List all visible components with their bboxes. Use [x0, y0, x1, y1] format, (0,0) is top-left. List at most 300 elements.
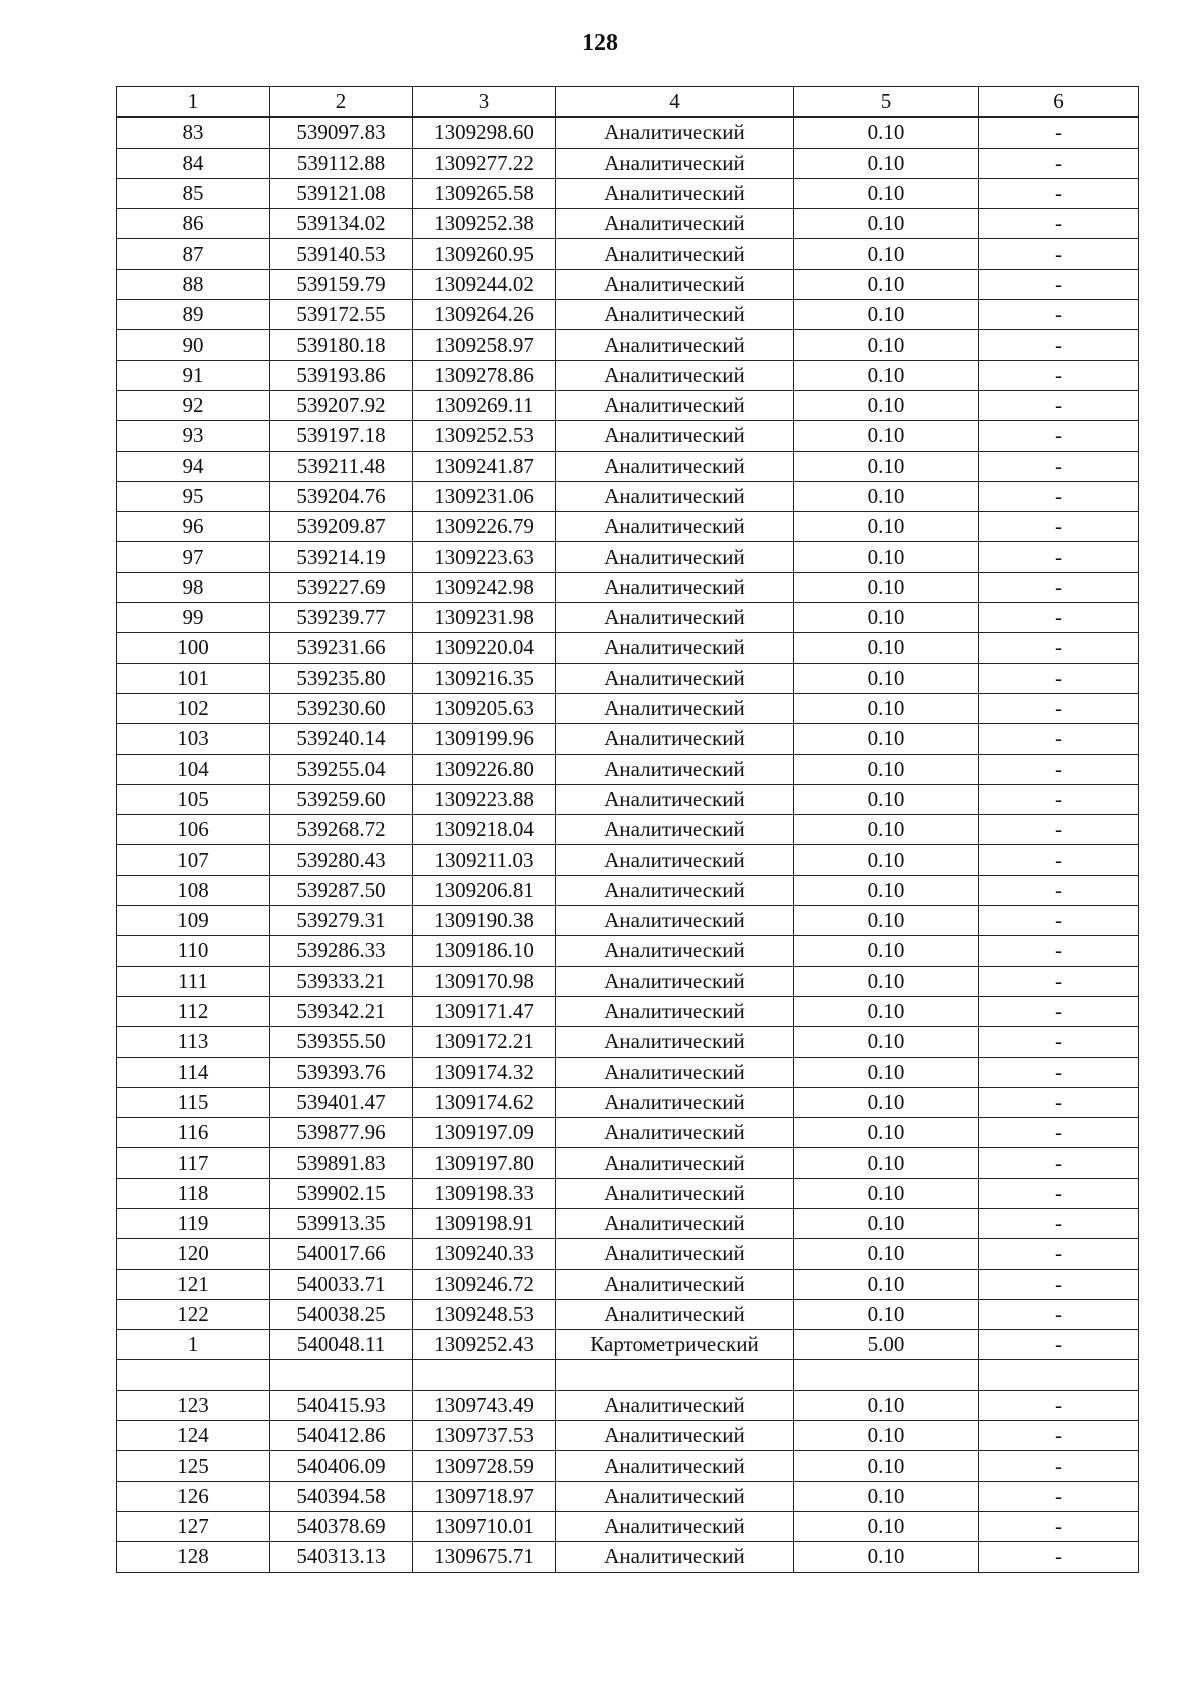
- table-row: [117, 1027, 1139, 1057]
- y-coordinate-cell: 1309199.96: [413, 724, 556, 754]
- table-row: [117, 512, 1139, 542]
- table-row: [117, 906, 1139, 936]
- x-coordinate-cell: 539239.77: [270, 603, 413, 633]
- y-coordinate-cell: 1309244.02: [413, 269, 556, 299]
- table-row: [117, 815, 1139, 845]
- method-cell: Аналитический: [556, 1148, 794, 1178]
- method-cell: Аналитический: [556, 724, 794, 754]
- table-row: [117, 1118, 1139, 1148]
- x-coordinate-cell: 539197.18: [270, 421, 413, 451]
- note-cell: -: [979, 300, 1139, 330]
- column-header-3: 3: [413, 87, 556, 118]
- y-coordinate-cell: 1309190.38: [413, 906, 556, 936]
- table-row: [117, 996, 1139, 1026]
- method-cell: Аналитический: [556, 1118, 794, 1148]
- note-cell: -: [979, 633, 1139, 663]
- note-cell: -: [979, 1421, 1139, 1451]
- table-row: [117, 1330, 1139, 1360]
- accuracy-cell: [794, 1360, 979, 1390]
- point-number-cell: 123: [117, 1390, 270, 1420]
- table-row: [117, 269, 1139, 299]
- accuracy-cell: 0.10: [794, 845, 979, 875]
- point-number-cell: 112: [117, 996, 270, 1026]
- note-cell: -: [979, 1239, 1139, 1269]
- coordinates-table: [116, 86, 1139, 1573]
- method-cell: Аналитический: [556, 603, 794, 633]
- x-coordinate-cell: 539393.76: [270, 1057, 413, 1087]
- note-cell: -: [979, 754, 1139, 784]
- x-coordinate-cell: 539286.33: [270, 936, 413, 966]
- column-header-6: 6: [979, 87, 1139, 118]
- x-coordinate-cell: 539211.48: [270, 451, 413, 481]
- x-coordinate-cell: 539112.88: [270, 148, 413, 178]
- y-coordinate-cell: 1309248.53: [413, 1299, 556, 1329]
- accuracy-cell: 0.10: [794, 451, 979, 481]
- table-row: [117, 1511, 1139, 1541]
- point-number-cell: 100: [117, 633, 270, 663]
- table-row: [117, 845, 1139, 875]
- method-cell: Аналитический: [556, 1027, 794, 1057]
- x-coordinate-cell: 540048.11: [270, 1330, 413, 1360]
- method-cell: Аналитический: [556, 966, 794, 996]
- x-coordinate-cell: 539209.87: [270, 512, 413, 542]
- table-row: [117, 360, 1139, 390]
- table-row: [117, 1269, 1139, 1299]
- x-coordinate-cell: 539227.69: [270, 572, 413, 602]
- note-cell: -: [979, 815, 1139, 845]
- note-cell: -: [979, 360, 1139, 390]
- point-number-cell: 118: [117, 1178, 270, 1208]
- accuracy-cell: 0.10: [794, 390, 979, 420]
- accuracy-cell: 0.10: [794, 481, 979, 511]
- accuracy-cell: 0.10: [794, 1148, 979, 1178]
- y-coordinate-cell: 1309198.33: [413, 1178, 556, 1208]
- x-coordinate-cell: 539159.79: [270, 269, 413, 299]
- point-number-cell: 105: [117, 784, 270, 814]
- point-number-cell: 95: [117, 481, 270, 511]
- point-number-cell: 97: [117, 542, 270, 572]
- table-row: [117, 117, 1139, 148]
- accuracy-cell: 0.10: [794, 1421, 979, 1451]
- note-cell: -: [979, 1087, 1139, 1117]
- x-coordinate-cell: 539204.76: [270, 481, 413, 511]
- note-cell: -: [979, 269, 1139, 299]
- y-coordinate-cell: 1309710.01: [413, 1511, 556, 1541]
- column-header-4: 4: [556, 87, 794, 118]
- point-number-cell: 110: [117, 936, 270, 966]
- y-coordinate-cell: 1309298.60: [413, 117, 556, 148]
- note-cell: -: [979, 875, 1139, 905]
- x-coordinate-cell: 540394.58: [270, 1481, 413, 1511]
- table-header: [117, 87, 1139, 118]
- table-row: [117, 1451, 1139, 1481]
- method-cell: Аналитический: [556, 996, 794, 1026]
- accuracy-cell: 0.10: [794, 209, 979, 239]
- accuracy-cell: 0.10: [794, 754, 979, 784]
- x-coordinate-cell: 539259.60: [270, 784, 413, 814]
- table-row: [117, 1239, 1139, 1269]
- y-coordinate-cell: 1309226.80: [413, 754, 556, 784]
- note-cell: -: [979, 1299, 1139, 1329]
- y-coordinate-cell: 1309197.09: [413, 1118, 556, 1148]
- method-cell: Аналитический: [556, 693, 794, 723]
- x-coordinate-cell: 539280.43: [270, 845, 413, 875]
- method-cell: Аналитический: [556, 1481, 794, 1511]
- point-number-cell: 85: [117, 178, 270, 208]
- method-cell: Аналитический: [556, 663, 794, 693]
- accuracy-cell: 0.10: [794, 300, 979, 330]
- table-row: [117, 239, 1139, 269]
- table-row: [117, 300, 1139, 330]
- accuracy-cell: 0.10: [794, 1542, 979, 1572]
- y-coordinate-cell: 1309252.43: [413, 1330, 556, 1360]
- x-coordinate-cell: 539180.18: [270, 330, 413, 360]
- x-coordinate-cell: 539891.83: [270, 1148, 413, 1178]
- method-cell: Аналитический: [556, 330, 794, 360]
- method-cell: Аналитический: [556, 117, 794, 148]
- y-coordinate-cell: 1309174.32: [413, 1057, 556, 1087]
- method-cell: Аналитический: [556, 481, 794, 511]
- y-coordinate-cell: 1309240.33: [413, 1239, 556, 1269]
- table-row: [117, 875, 1139, 905]
- table-row: [117, 1481, 1139, 1511]
- y-coordinate-cell: 1309278.86: [413, 360, 556, 390]
- method-cell: Аналитический: [556, 875, 794, 905]
- note-cell: -: [979, 481, 1139, 511]
- table-row: [117, 148, 1139, 178]
- accuracy-cell: 0.10: [794, 330, 979, 360]
- accuracy-cell: 0.10: [794, 1511, 979, 1541]
- x-coordinate-cell: 539355.50: [270, 1027, 413, 1057]
- method-cell: Аналитический: [556, 1057, 794, 1087]
- point-number-cell: [117, 1360, 270, 1390]
- x-coordinate-cell: 539097.83: [270, 117, 413, 148]
- point-number-cell: 121: [117, 1269, 270, 1299]
- y-coordinate-cell: 1309246.72: [413, 1269, 556, 1299]
- accuracy-cell: 0.10: [794, 633, 979, 663]
- table-row: [117, 1421, 1139, 1451]
- table-row: [117, 542, 1139, 572]
- table-row: [117, 1390, 1139, 1420]
- table-row: [117, 603, 1139, 633]
- note-cell: -: [979, 966, 1139, 996]
- table-row: [117, 1299, 1139, 1329]
- note-cell: -: [979, 117, 1139, 148]
- y-coordinate-cell: 1309226.79: [413, 512, 556, 542]
- accuracy-cell: 0.10: [794, 1390, 979, 1420]
- y-coordinate-cell: 1309205.63: [413, 693, 556, 723]
- accuracy-cell: 0.10: [794, 784, 979, 814]
- x-coordinate-cell: 539333.21: [270, 966, 413, 996]
- note-cell: -: [979, 693, 1139, 723]
- method-cell: Аналитический: [556, 784, 794, 814]
- method-cell: Аналитический: [556, 421, 794, 451]
- note-cell: -: [979, 421, 1139, 451]
- note-cell: -: [979, 1148, 1139, 1178]
- point-number-cell: 127: [117, 1511, 270, 1541]
- method-cell: Аналитический: [556, 633, 794, 663]
- point-number-cell: 89: [117, 300, 270, 330]
- accuracy-cell: 0.10: [794, 1239, 979, 1269]
- point-number-cell: 87: [117, 239, 270, 269]
- point-number-cell: 98: [117, 572, 270, 602]
- method-cell: Аналитический: [556, 815, 794, 845]
- x-coordinate-cell: 540033.71: [270, 1269, 413, 1299]
- point-number-cell: 96: [117, 512, 270, 542]
- x-coordinate-cell: 539172.55: [270, 300, 413, 330]
- x-coordinate-cell: 539207.92: [270, 390, 413, 420]
- accuracy-cell: 0.10: [794, 421, 979, 451]
- method-cell: Аналитический: [556, 1239, 794, 1269]
- note-cell: -: [979, 1511, 1139, 1541]
- note-cell: -: [979, 936, 1139, 966]
- header-row: [117, 87, 1139, 118]
- y-coordinate-cell: 1309186.10: [413, 936, 556, 966]
- table-row: [117, 481, 1139, 511]
- method-cell: Аналитический: [556, 451, 794, 481]
- note-cell: -: [979, 906, 1139, 936]
- y-coordinate-cell: 1309170.98: [413, 966, 556, 996]
- y-coordinate-cell: 1309265.58: [413, 178, 556, 208]
- accuracy-cell: 0.10: [794, 815, 979, 845]
- table-row: [117, 1542, 1139, 1572]
- table-row: [117, 693, 1139, 723]
- accuracy-cell: 0.10: [794, 360, 979, 390]
- point-number-cell: 106: [117, 815, 270, 845]
- x-coordinate-cell: 539401.47: [270, 1087, 413, 1117]
- point-number-cell: 91: [117, 360, 270, 390]
- table-row: [117, 572, 1139, 602]
- point-number-cell: 109: [117, 906, 270, 936]
- point-number-cell: 122: [117, 1299, 270, 1329]
- table-row: [117, 330, 1139, 360]
- note-cell: -: [979, 1027, 1139, 1057]
- point-number-cell: 107: [117, 845, 270, 875]
- y-coordinate-cell: [413, 1360, 556, 1390]
- y-coordinate-cell: 1309728.59: [413, 1451, 556, 1481]
- accuracy-cell: 0.10: [794, 724, 979, 754]
- accuracy-cell: 0.10: [794, 1027, 979, 1057]
- accuracy-cell: 0.10: [794, 542, 979, 572]
- method-cell: Аналитический: [556, 1208, 794, 1238]
- x-coordinate-cell: 540038.25: [270, 1299, 413, 1329]
- method-cell: Аналитический: [556, 300, 794, 330]
- y-coordinate-cell: 1309174.62: [413, 1087, 556, 1117]
- method-cell: [556, 1360, 794, 1390]
- y-coordinate-cell: 1309206.81: [413, 875, 556, 905]
- table-row: [117, 633, 1139, 663]
- note-cell: -: [979, 178, 1139, 208]
- page-number: 128: [582, 30, 618, 56]
- x-coordinate-cell: 539231.66: [270, 633, 413, 663]
- point-number-cell: 114: [117, 1057, 270, 1087]
- point-number-cell: 92: [117, 390, 270, 420]
- method-cell: Аналитический: [556, 209, 794, 239]
- note-cell: -: [979, 1118, 1139, 1148]
- table-row: [117, 966, 1139, 996]
- y-coordinate-cell: 1309252.53: [413, 421, 556, 451]
- x-coordinate-cell: 539255.04: [270, 754, 413, 784]
- x-coordinate-cell: 540378.69: [270, 1511, 413, 1541]
- note-cell: -: [979, 1178, 1139, 1208]
- x-coordinate-cell: 539240.14: [270, 724, 413, 754]
- point-number-cell: 84: [117, 148, 270, 178]
- method-cell: Аналитический: [556, 178, 794, 208]
- accuracy-cell: 0.10: [794, 663, 979, 693]
- method-cell: Аналитический: [556, 269, 794, 299]
- column-header-2: 2: [270, 87, 413, 118]
- note-cell: -: [979, 1330, 1139, 1360]
- y-coordinate-cell: 1309675.71: [413, 1542, 556, 1572]
- point-number-cell: 128: [117, 1542, 270, 1572]
- accuracy-cell: 0.10: [794, 603, 979, 633]
- point-number-cell: 88: [117, 269, 270, 299]
- x-coordinate-cell: 540017.66: [270, 1239, 413, 1269]
- accuracy-cell: 0.10: [794, 906, 979, 936]
- note-cell: -: [979, 148, 1139, 178]
- accuracy-cell: 5.00: [794, 1330, 979, 1360]
- column-header-5: 5: [794, 87, 979, 118]
- x-coordinate-cell: 540415.93: [270, 1390, 413, 1420]
- note-cell: -: [979, 209, 1139, 239]
- method-cell: Аналитический: [556, 936, 794, 966]
- x-coordinate-cell: 539230.60: [270, 693, 413, 723]
- note-cell: [979, 1360, 1139, 1390]
- x-coordinate-cell: 539279.31: [270, 906, 413, 936]
- note-cell: -: [979, 451, 1139, 481]
- method-cell: Картометрический: [556, 1330, 794, 1360]
- table-row: [117, 390, 1139, 420]
- table-row: [117, 784, 1139, 814]
- accuracy-cell: 0.10: [794, 966, 979, 996]
- x-coordinate-cell: 539902.15: [270, 1178, 413, 1208]
- method-cell: Аналитический: [556, 1542, 794, 1572]
- method-cell: Аналитический: [556, 239, 794, 269]
- point-number-cell: 83: [117, 117, 270, 148]
- y-coordinate-cell: 1309231.98: [413, 603, 556, 633]
- x-coordinate-cell: [270, 1360, 413, 1390]
- method-cell: Аналитический: [556, 1421, 794, 1451]
- table-row: [117, 1148, 1139, 1178]
- y-coordinate-cell: 1309231.06: [413, 481, 556, 511]
- y-coordinate-cell: 1309197.80: [413, 1148, 556, 1178]
- point-number-cell: 93: [117, 421, 270, 451]
- method-cell: Аналитический: [556, 1390, 794, 1420]
- point-number-cell: 117: [117, 1148, 270, 1178]
- y-coordinate-cell: 1309218.04: [413, 815, 556, 845]
- table-row: [117, 1208, 1139, 1238]
- y-coordinate-cell: 1309718.97: [413, 1481, 556, 1511]
- accuracy-cell: 0.10: [794, 1481, 979, 1511]
- point-number-cell: 104: [117, 754, 270, 784]
- point-number-cell: 119: [117, 1208, 270, 1238]
- point-number-cell: 101: [117, 663, 270, 693]
- y-coordinate-cell: 1309171.47: [413, 996, 556, 1026]
- note-cell: -: [979, 239, 1139, 269]
- point-number-cell: 111: [117, 966, 270, 996]
- point-number-cell: 126: [117, 1481, 270, 1511]
- table-row: [117, 178, 1139, 208]
- accuracy-cell: 0.10: [794, 693, 979, 723]
- table-row: [117, 663, 1139, 693]
- accuracy-cell: 0.10: [794, 512, 979, 542]
- accuracy-cell: 0.10: [794, 1057, 979, 1087]
- y-coordinate-cell: 1309264.26: [413, 300, 556, 330]
- method-cell: Аналитический: [556, 1299, 794, 1329]
- table-row: [117, 724, 1139, 754]
- point-number-cell: 125: [117, 1451, 270, 1481]
- method-cell: Аналитический: [556, 754, 794, 784]
- point-number-cell: 102: [117, 693, 270, 723]
- method-cell: Аналитический: [556, 1451, 794, 1481]
- point-number-cell: 99: [117, 603, 270, 633]
- table-row: [117, 1057, 1139, 1087]
- point-number-cell: 120: [117, 1239, 270, 1269]
- note-cell: -: [979, 1390, 1139, 1420]
- note-cell: -: [979, 542, 1139, 572]
- accuracy-cell: 0.10: [794, 1208, 979, 1238]
- y-coordinate-cell: 1309223.63: [413, 542, 556, 572]
- accuracy-cell: 0.10: [794, 1451, 979, 1481]
- method-cell: Аналитический: [556, 512, 794, 542]
- point-number-cell: 90: [117, 330, 270, 360]
- x-coordinate-cell: 539121.08: [270, 178, 413, 208]
- point-number-cell: 113: [117, 1027, 270, 1057]
- method-cell: Аналитический: [556, 572, 794, 602]
- table-row: [117, 1178, 1139, 1208]
- note-cell: -: [979, 1057, 1139, 1087]
- note-cell: -: [979, 996, 1139, 1026]
- x-coordinate-cell: 539287.50: [270, 875, 413, 905]
- accuracy-cell: 0.10: [794, 572, 979, 602]
- method-cell: Аналитический: [556, 1178, 794, 1208]
- point-number-cell: 94: [117, 451, 270, 481]
- method-cell: Аналитический: [556, 390, 794, 420]
- column-header-1: 1: [117, 87, 270, 118]
- table-row: [117, 421, 1139, 451]
- y-coordinate-cell: 1309737.53: [413, 1421, 556, 1451]
- y-coordinate-cell: 1309241.87: [413, 451, 556, 481]
- note-cell: -: [979, 603, 1139, 633]
- table-row: [117, 754, 1139, 784]
- table-row: [117, 936, 1139, 966]
- y-coordinate-cell: 1309223.88: [413, 784, 556, 814]
- method-cell: Аналитический: [556, 360, 794, 390]
- accuracy-cell: 0.10: [794, 996, 979, 1026]
- y-coordinate-cell: 1309269.11: [413, 390, 556, 420]
- method-cell: Аналитический: [556, 148, 794, 178]
- x-coordinate-cell: 539268.72: [270, 815, 413, 845]
- note-cell: -: [979, 330, 1139, 360]
- y-coordinate-cell: 1309242.98: [413, 572, 556, 602]
- method-cell: Аналитический: [556, 906, 794, 936]
- note-cell: -: [979, 390, 1139, 420]
- accuracy-cell: 0.10: [794, 1118, 979, 1148]
- accuracy-cell: 0.10: [794, 875, 979, 905]
- table-row: [117, 451, 1139, 481]
- accuracy-cell: 0.10: [794, 239, 979, 269]
- point-number-cell: 108: [117, 875, 270, 905]
- point-number-cell: 124: [117, 1421, 270, 1451]
- note-cell: -: [979, 512, 1139, 542]
- table-row: [117, 1087, 1139, 1117]
- x-coordinate-cell: 539342.21: [270, 996, 413, 1026]
- note-cell: -: [979, 784, 1139, 814]
- x-coordinate-cell: 540406.09: [270, 1451, 413, 1481]
- y-coordinate-cell: 1309252.38: [413, 209, 556, 239]
- accuracy-cell: 0.10: [794, 1087, 979, 1117]
- accuracy-cell: 0.10: [794, 1178, 979, 1208]
